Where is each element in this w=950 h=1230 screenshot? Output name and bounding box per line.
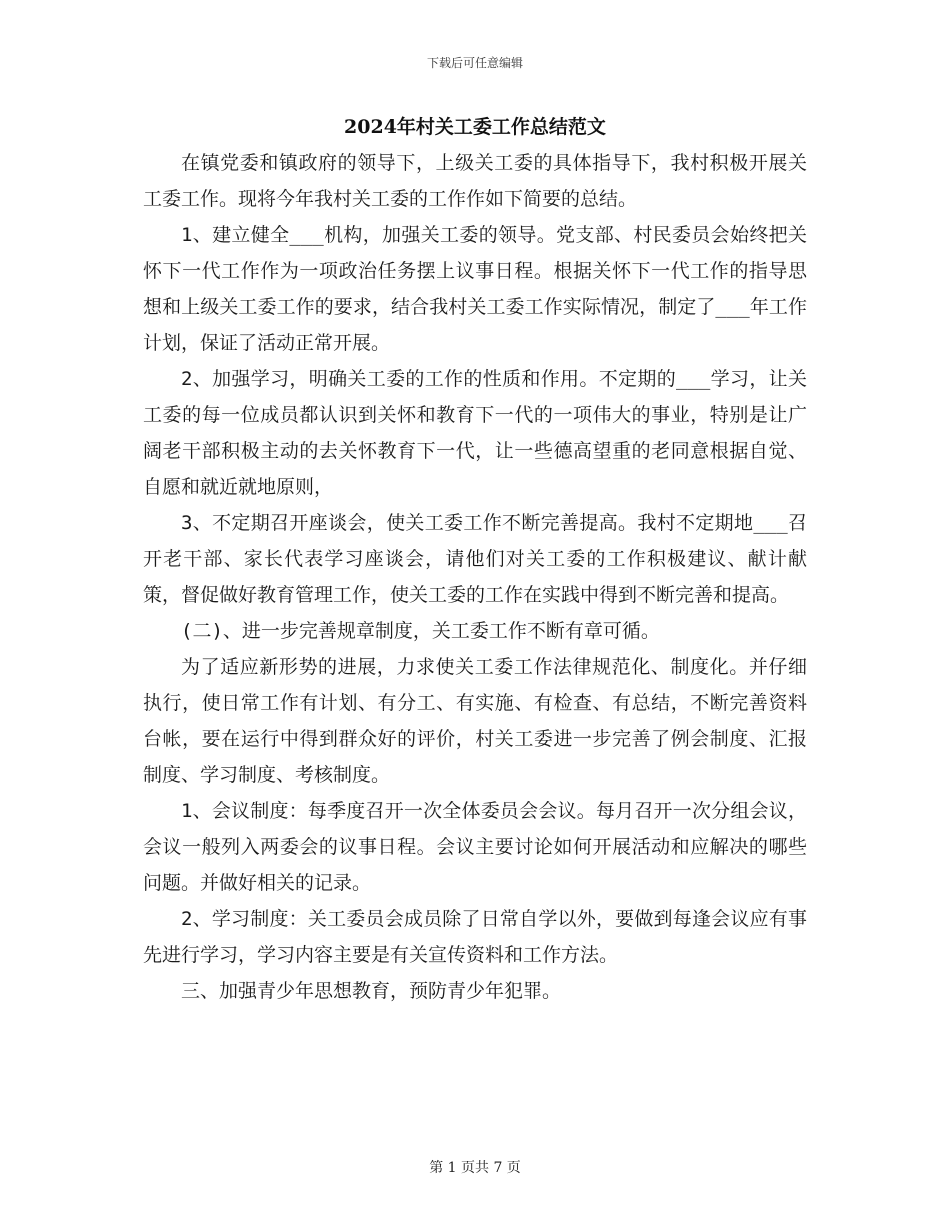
paragraph: 2、加强学习，明确关工委的工作的性质和作用。不定期的___学习，让关工委的每一位成员都认识到关怀和教育下一代的一项伟大的事业，特别是让广阔老干部积极主动的去关怀教育下一代，让一些德高望重的老同意根据自觉、自愿和就近就地原则， [143,368,807,498]
paragraph: 3、不定期召开座谈会，使关工委工作不断完善提高。我村不定期地___召开老干部、家长代表学习座谈会，请他们对关工委的工作积极建议、献计献策，督促做好教育管理工作，使关工委的工作在实践中得到不断完善和提高。 [143,512,807,606]
paragraph: 在镇党委和镇政府的领导下，上级关工委的具体指导下，我村积极开展关工委工作。现将今年我村关工委的工作作如下简要的总结。 [143,152,807,210]
page-footer: 第 1 页共 7 页 [429,1160,521,1176]
page-header: 下载后可任意编辑 [426,56,523,70]
document-body [143,145,807,1009]
paragraph: 为了适应新形势的进展，力求使关工委工作法律规范化、制度化。并仔细执行，使日常工作有计划、有分工、有实施、有检查、有总结，不断完善资料台帐，要在运行中得到群众好的评价，村关工委进一步完善了例会制度、汇报制度、学习制度、考核制度。 [143,656,807,786]
paragraph: 1、会议制度：每季度召开一次全体委员会会议。每月召开一次分组会议，会议一般列入两委会的议事日程。会议主要讨论如何开展活动和应解决的哪些问题。并做好相关的记录。 [143,800,807,894]
paragraph: 三、加强青少年思想教育，预防青少年犯罪。 [181,980,562,1002]
paragraph: (二)、进一步完善规章制度，关工委工作不断有章可循。 [181,620,660,642]
document-title: 2024年村关工委工作总结范文 [344,116,606,138]
paragraph: 1、建立健全___机构，加强关工委的领导。党支部、村民委员会始终把关怀下一代工作作为一项政治任务摆上议事日程。根据关怀下一代工作的指导思想和上级关工委工作的要求，结合我村关工委工作实际情况，制定了___年工作计划，保证了活动正常开展。 [143,224,807,354]
paragraph: 2、学习制度：关工委员会成员除了日常自学以外，要做到每逢会议应有事先进行学习，学习内容主要是有关宣传资料和工作方法。 [143,908,807,966]
